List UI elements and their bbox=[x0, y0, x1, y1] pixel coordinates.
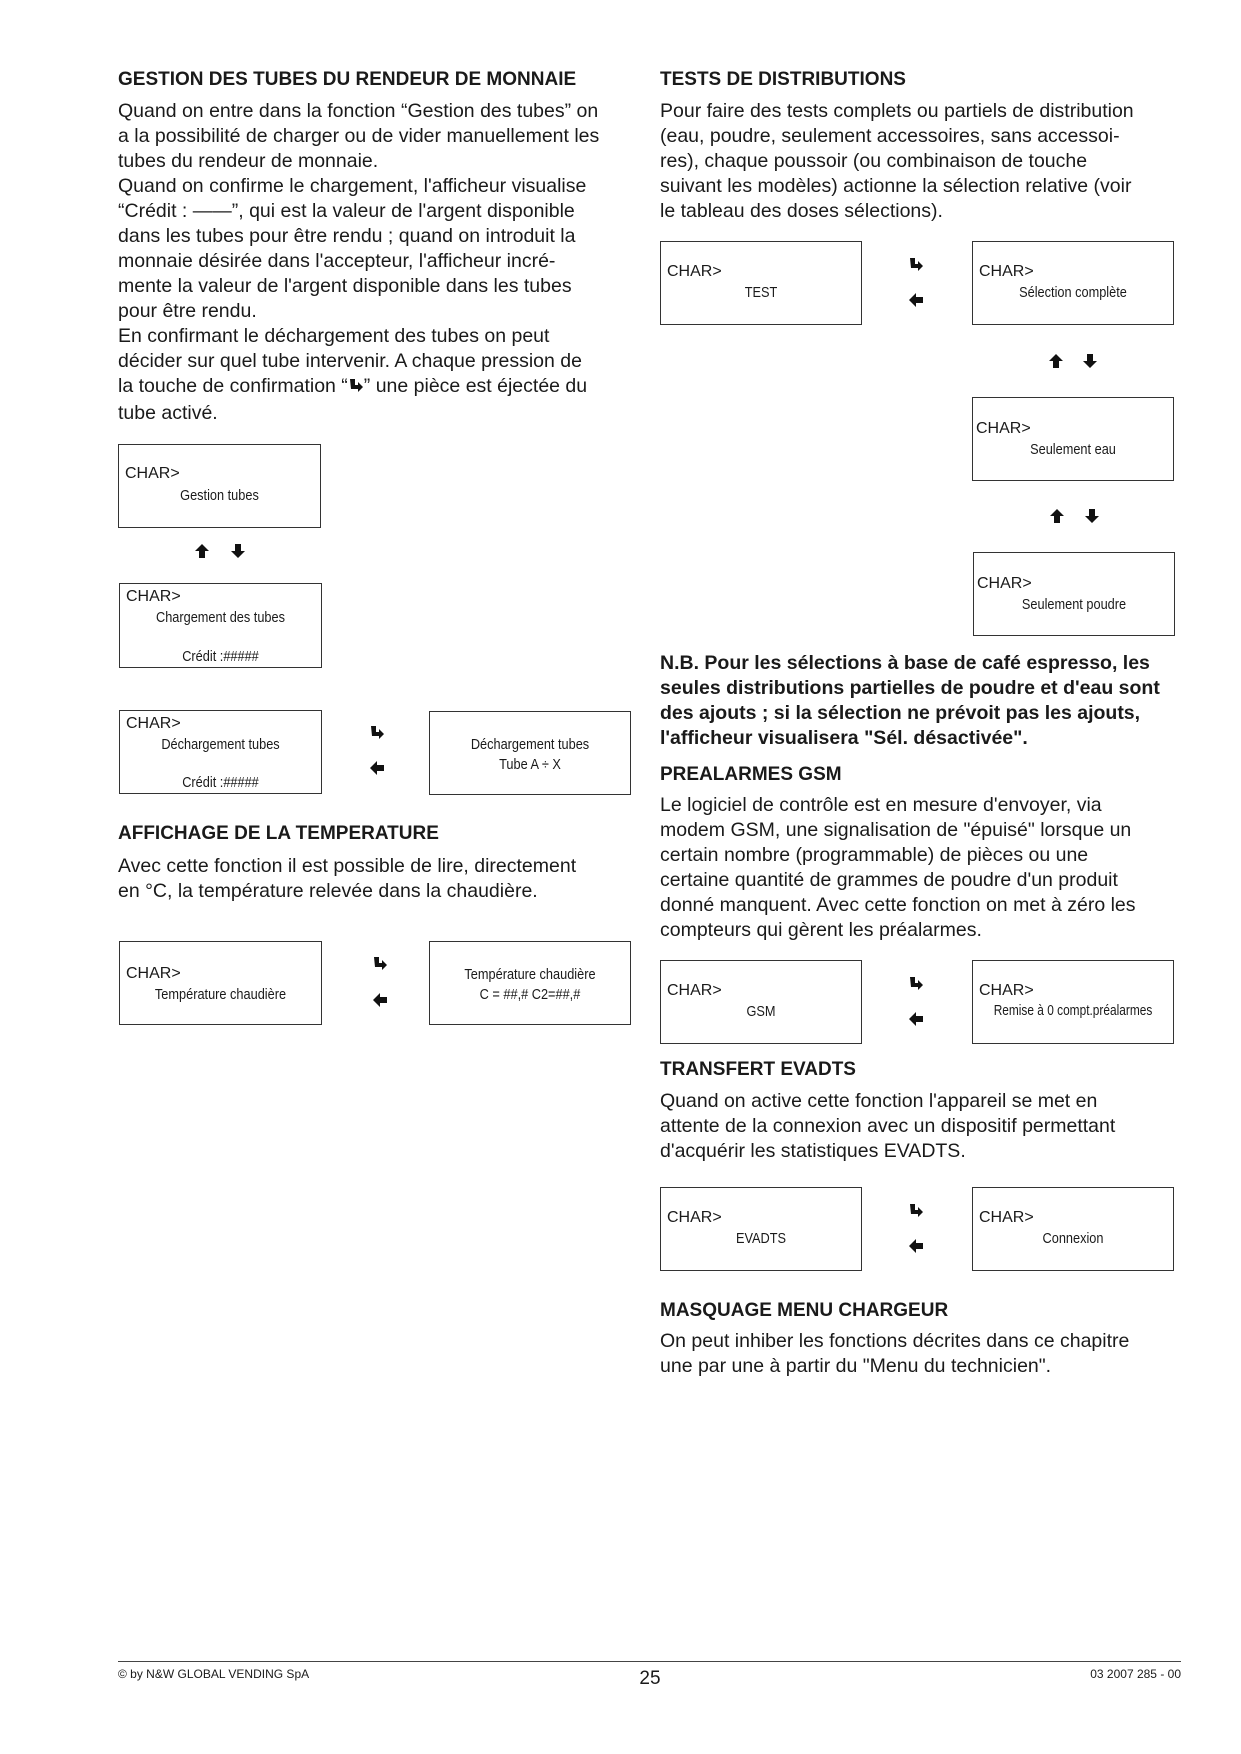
display-prompt: CHAR> bbox=[125, 465, 180, 482]
display-prompt: CHAR> bbox=[976, 420, 1031, 437]
display-selection-complete bbox=[972, 241, 1174, 325]
section-title-gestion-tubes: GESTION DES TUBES DU RENDEUR DE MONNAIE bbox=[118, 69, 577, 90]
display-test bbox=[660, 241, 862, 325]
display-temperature-chaudiere bbox=[119, 941, 322, 1025]
footer-doc-code: 03 2007 285 - 00 bbox=[1090, 1667, 1181, 1681]
back-arrow-icon bbox=[908, 1238, 924, 1254]
display-prompt: CHAR> bbox=[126, 965, 181, 982]
display-prompt: CHAR> bbox=[979, 982, 1034, 999]
gestion-tubes-paragraph: Quand on entre dans la fonction “Gestion des tubes” on a la possibilité de charger ou de vider manuellement les tubes du rendeur de monnaie. Quand on confirme le chargement, l'afficheur visualise “Crédit : ——”, qui est la valeur de l'argent disponible dans les tubes pour être rendu ; quand on introduit la monnaie désirée dans l'accepteur, l'afficheur incré- mente la valeur de l'argent disponible dans les tubes pour être rendu. En confirmant le déchargement des tubes on peut décider sur quel tube intervenir. A chaque pression de la touche de confirmation “ ” une pièce est éjectée du tube activé. bbox=[118, 100, 600, 424]
display-tube-range: Tube A ÷ X bbox=[499, 756, 561, 773]
display-evadts bbox=[660, 1187, 862, 1271]
affichage-temperature-paragraph: Avec cette fonction il est possible de lire, directement en °C, la température relevée dans la chaudière. bbox=[118, 855, 577, 902]
down-arrow-icon bbox=[1084, 508, 1100, 524]
display-text: EVADTS bbox=[735, 1230, 787, 1247]
display-credit: Crédit :##### bbox=[182, 774, 259, 791]
page-number: 25 bbox=[639, 1668, 661, 1689]
footer-copyright: © by N&W GLOBAL VENDING SpA bbox=[118, 1667, 310, 1681]
display-connexion bbox=[972, 1187, 1174, 1271]
section-title-masquage-menu: MASQUAGE MENU CHARGEUR bbox=[660, 1300, 949, 1321]
enter-arrow-icon bbox=[908, 1203, 924, 1219]
display-prompt: CHAR> bbox=[126, 588, 181, 605]
back-arrow-icon bbox=[908, 1011, 924, 1027]
nb-note: N.B. Pour les sélections à base de café espresso, les seules distributions partielles de poudre et d'eau sont des ajouts ; si la sélection ne prévoit pas les ajouts, l'afficheur visualisera "Sél. désactivée". bbox=[660, 652, 1160, 749]
display-prompt: CHAR> bbox=[667, 263, 722, 280]
up-arrow-icon bbox=[194, 543, 210, 559]
display-seulement-eau bbox=[972, 397, 1174, 481]
back-arrow-icon bbox=[908, 292, 924, 308]
display-text: Chargement des tubes bbox=[155, 609, 285, 626]
display-text: Température chaudière bbox=[154, 986, 287, 1003]
display-text: Déchargement tubes bbox=[161, 736, 280, 753]
display-text: GSM bbox=[746, 1003, 776, 1020]
display-prompt: CHAR> bbox=[979, 1209, 1034, 1226]
section-title-prealarmes-gsm: PREALARMES GSM bbox=[660, 764, 842, 785]
display-text: Sélection complète bbox=[1019, 284, 1127, 301]
display-temperature-values bbox=[429, 941, 631, 1025]
section-title-tests-distributions: TESTS DE DISTRIBUTIONS bbox=[660, 69, 906, 90]
enter-arrow-icon bbox=[348, 376, 364, 401]
display-chargement-tubes bbox=[119, 583, 322, 668]
footer-divider bbox=[118, 1661, 1181, 1662]
display-gestion-tubes bbox=[118, 444, 321, 528]
enter-arrow-icon bbox=[372, 956, 388, 972]
display-prompt: CHAR> bbox=[667, 1209, 722, 1226]
display-prompt: CHAR> bbox=[667, 982, 722, 999]
display-temperature-readout: C = ##,# C2=##,# bbox=[479, 986, 581, 1003]
display-prompt: CHAR> bbox=[979, 263, 1034, 280]
display-remise-compteurs bbox=[972, 960, 1174, 1044]
prealarmes-gsm-paragraph: Le logiciel de contrôle est en mesure d'envoyer, via modem GSM, une signalisation de "épuisé" lorsque un certain nombre (programmable) de pièces ou une certaine quantité de grammes de poudre d'un produit donné manquent. Avec cette fonction on met à zéro les compteurs qui gèrent les préalarmes. bbox=[660, 794, 1136, 941]
enter-arrow-icon bbox=[369, 725, 385, 741]
display-text: Température chaudière bbox=[464, 966, 596, 983]
display-dechargement-tubes bbox=[119, 710, 322, 794]
display-text: Remise à 0 compt.préalarmes bbox=[993, 1003, 1153, 1019]
display-text: Seulement poudre bbox=[1021, 596, 1127, 613]
back-arrow-icon bbox=[369, 760, 385, 776]
display-gsm bbox=[660, 960, 862, 1044]
display-dechargement-tube-select bbox=[429, 711, 631, 795]
masquage-menu-paragraph: On peut inhiber les fonctions décrites dans ce chapitre une par une à partir du "Menu du technicien". bbox=[660, 1330, 1130, 1377]
up-arrow-icon bbox=[1048, 353, 1064, 369]
section-title-transfert-evadts: TRANSFERT EVADTS bbox=[660, 1059, 856, 1080]
enter-arrow-icon bbox=[908, 976, 924, 992]
down-arrow-icon bbox=[1082, 353, 1098, 369]
display-text: TEST bbox=[744, 284, 778, 301]
down-arrow-icon bbox=[230, 543, 246, 559]
section-title-affichage-temperature: AFFICHAGE DE LA TEMPERATURE bbox=[118, 823, 439, 844]
enter-arrow-icon bbox=[908, 257, 924, 273]
display-text: Connexion bbox=[1042, 1230, 1104, 1247]
tests-distributions-paragraph: Pour faire des tests complets ou partiels de distribution (eau, poudre, seulement accessoires, sans accessoi- res), chaque poussoir (ou combinaison de touche suivant les modèles) actionne la sélection relative (voir le tableau des doses sélections). bbox=[660, 100, 1134, 222]
display-prompt: CHAR> bbox=[126, 715, 181, 732]
transfert-evadts-paragraph: Quand on active cette fonction l'appareil se met en attente de la connexion avec un dispositif permettant d'acquérir les statistiques EVADTS. bbox=[660, 1090, 1116, 1162]
display-text: Gestion tubes bbox=[180, 487, 259, 504]
up-arrow-icon bbox=[1049, 508, 1065, 524]
display-prompt: CHAR> bbox=[977, 575, 1032, 592]
display-text: Déchargement tubes bbox=[470, 736, 590, 753]
display-credit: Crédit :##### bbox=[182, 648, 259, 665]
back-arrow-icon bbox=[372, 992, 388, 1008]
display-seulement-poudre bbox=[973, 552, 1175, 636]
display-text: Seulement eau bbox=[1030, 441, 1116, 458]
